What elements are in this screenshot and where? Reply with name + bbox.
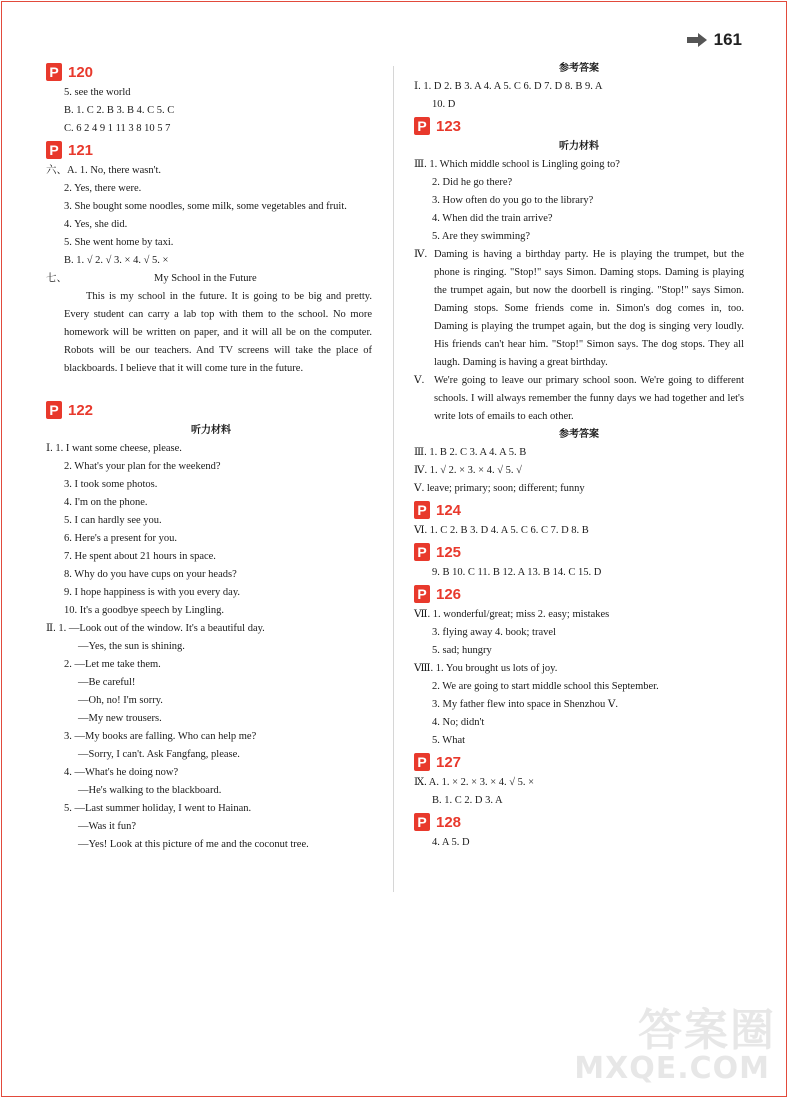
section-header-124: [414, 500, 744, 520]
answers-heading: 参考答案: [559, 63, 599, 74]
transcript-line: 7. He spent about 21 hours in space.: [64, 551, 216, 562]
transcript-paragraph-iv: [414, 246, 744, 372]
answer-line: Ⅵ. 1. C 2. B 3. D 4. A 5. C 6. C 7. D 8. B: [414, 525, 589, 536]
section-header-126: [414, 584, 744, 604]
transcript-line: —He's walking to the blackboard.: [78, 785, 222, 796]
section-header-123: [414, 116, 744, 136]
p-badge: P: [414, 585, 430, 603]
transcript-line: —Yes, the sun is shining.: [78, 641, 185, 652]
section-header-128: [414, 812, 744, 832]
transcript-line: 10. It's a goodbye speech by Lingling.: [64, 605, 224, 616]
transcript-line: 3. I took some photos.: [64, 479, 158, 490]
answer-line: 9. B 10. C 11. B 12. A 13. B 14. C 15. D: [432, 567, 602, 578]
answer-line: Ⅸ. A. 1. × 2. × 3. × 4. √ 5. ×: [414, 777, 535, 788]
page-number-text: 161: [713, 30, 742, 49]
answer-line: 六、A. 1. No, there wasn't.: [46, 165, 162, 176]
watermark-text: 答案圈: [638, 1005, 776, 1056]
section-header-125: [414, 542, 744, 562]
answer-line: 3. My father flew into space in Shenzhou Ⅴ.: [432, 699, 619, 710]
answer-line: 2. Yes, there were.: [64, 183, 142, 194]
paragraph-text: We're going to leave our primary school soon. We're going to different schools. I will always remember the funny days we had together and let's write lots of emails to each other.: [434, 375, 744, 422]
transcript-line: 4. When did the train arrive?: [432, 213, 553, 224]
p-badge: P: [46, 141, 62, 159]
transcript-line: 4. I'm on the phone.: [64, 497, 148, 508]
transcript-line: 5. —Last summer holiday, I went to Hainan.: [64, 803, 252, 814]
answer-line: 4. A 5. D: [432, 837, 470, 848]
page-number: [686, 30, 742, 50]
p-badge: P: [46, 63, 62, 81]
section-label: Ⅳ.: [414, 249, 428, 260]
transcript-paragraph-v: [414, 372, 744, 426]
answer-line: B. 1. C 2. B 3. B 4. C 5. C: [64, 105, 175, 116]
section-number: 127: [436, 753, 462, 771]
answer-line: Ⅷ. 1. You brought us lots of joy.: [414, 663, 558, 674]
paragraph-text: Daming is having a birthday party. He is playing the trumpet, but the phone is ringing. "Stop!" says Simon. Daming stops. Daming is playing the trumpet again, but now the doorbell is ringing. "Stop!" says Simon. Daming stops. Some friends come in. Simon's dog comes in, too. Daming is playing the trumpet again, but the dog is singing very loudly. His friends can't hear him. "Stop!" Simon says. The dog stops. They all laugh. Daming is having a great birthday.: [434, 249, 744, 368]
section-header-120: [46, 62, 376, 82]
section-number: 126: [436, 585, 462, 603]
essay-title: My School in the Future: [154, 273, 257, 284]
column-divider: [393, 66, 394, 892]
transcript-line: 4. —What's he doing now?: [64, 767, 179, 778]
answer-line: C. 6 2 4 9 1 11 3 8 10 5 7: [64, 123, 171, 134]
essay-title-line: [46, 270, 376, 288]
transcript-line: 3. —My books are falling. Who can help me?: [64, 731, 257, 742]
p-badge: P: [414, 501, 430, 519]
answer-line: 5. She went home by taxi.: [64, 237, 174, 248]
p-badge: P: [414, 117, 430, 135]
answer-line: 3. She bought some noodles, some milk, some vegetables and fruit.: [64, 201, 347, 212]
answers-heading: 参考答案: [559, 429, 599, 440]
transcript-line: —Be careful!: [78, 677, 136, 688]
watermark: [574, 994, 776, 1086]
transcript-line: —Oh, no! I'm sorry.: [78, 695, 163, 706]
answer-line: Ⅳ. 1. √ 2. × 3. × 4. √ 5. √: [414, 465, 522, 476]
transcript-line: —My new trousers.: [78, 713, 162, 724]
p-badge: P: [414, 753, 430, 771]
answer-line: 4. No; didn't: [432, 717, 485, 728]
answer-line: 3. flying away 4. book; travel: [432, 627, 556, 638]
left-column: [46, 60, 376, 854]
transcript-line: 2. What's your plan for the weekend?: [64, 461, 221, 472]
transcript-line: 5. I can hardly see you.: [64, 515, 162, 526]
section-header-127: [414, 752, 744, 772]
section-header-121: [46, 140, 376, 160]
section-header-122: [46, 400, 376, 420]
transcript-line: 8. Why do you have cups on your heads?: [64, 569, 237, 580]
transcript-line: 6. Here's a present for you.: [64, 533, 177, 544]
right-column: [414, 60, 744, 852]
answer-line: Ⅰ. 1. D 2. B 3. A 4. A 5. C 6. D 7. D 8. B 9. A: [414, 81, 603, 92]
watermark-url: MXQE.COM: [574, 1051, 770, 1086]
answer-line: 5. sad; hungry: [432, 645, 492, 656]
p-badge: P: [414, 813, 430, 831]
listening-heading: 听力材料: [191, 425, 231, 436]
answer-line: 4. Yes, she did.: [64, 219, 128, 230]
answer-line: 5. What: [432, 735, 466, 746]
transcript-line: —Was it fun?: [78, 821, 137, 832]
answer-line: Ⅶ. 1. wonderful/great; miss 2. easy; mistakes: [414, 609, 610, 620]
section-label: 七、: [46, 273, 67, 284]
transcript-line: —Sorry, I can't. Ask Fangfang, please.: [78, 749, 240, 760]
answer-line: 5. see the world: [64, 87, 131, 98]
p-badge: P: [46, 401, 62, 419]
section-number: 125: [436, 543, 462, 561]
transcript-line: Ⅰ. 1. I want some cheese, please.: [46, 443, 182, 454]
answer-line: B. 1. C 2. D 3. A: [432, 795, 503, 806]
arrow-right-icon: [686, 33, 708, 47]
section-number: 128: [436, 813, 462, 831]
transcript-line: 5. Are they swimming?: [432, 231, 530, 242]
transcript-line: —Yes! Look at this picture of me and the coconut tree.: [78, 839, 309, 850]
section-number: 121: [68, 141, 94, 159]
section-number: 120: [68, 63, 94, 81]
essay-text: This is my school in the future. It is going to be big and pretty. Every student can carry a lab top with them to the school. No more homework will be written on paper, and it will all be on the computer. Robots will be our teachers. And TV screens will take the place of blackboards. I believe that it will come ture in the future.: [64, 291, 372, 374]
section-number: 122: [68, 401, 94, 419]
p-badge: P: [414, 543, 430, 561]
answer-line: 2. We are going to start middle school this September.: [432, 681, 659, 692]
transcript-line: 2. —Let me take them.: [64, 659, 161, 670]
answer-line: Ⅴ. leave; primary; soon; different; funny: [414, 483, 585, 494]
section-number: 123: [436, 117, 462, 135]
answer-line: B. 1. √ 2. √ 3. × 4. √ 5. ×: [64, 255, 169, 266]
answer-line: 10. D: [432, 99, 456, 110]
section-number: 124: [436, 501, 462, 519]
answer-line: Ⅲ. 1. B 2. C 3. A 4. A 5. B: [414, 447, 527, 458]
section-label: Ⅴ.: [414, 375, 425, 386]
transcript-line: 9. I hope happiness is with you every day.: [64, 587, 241, 598]
transcript-line: Ⅲ. 1. Which middle school is Lingling going to?: [414, 159, 620, 170]
transcript-line: 2. Did he go there?: [432, 177, 513, 188]
transcript-line: Ⅱ. 1. —Look out of the window. It's a beautiful day.: [46, 623, 265, 634]
transcript-line: 3. How often do you go to the library?: [432, 195, 594, 206]
listening-heading: 听力材料: [559, 141, 599, 152]
